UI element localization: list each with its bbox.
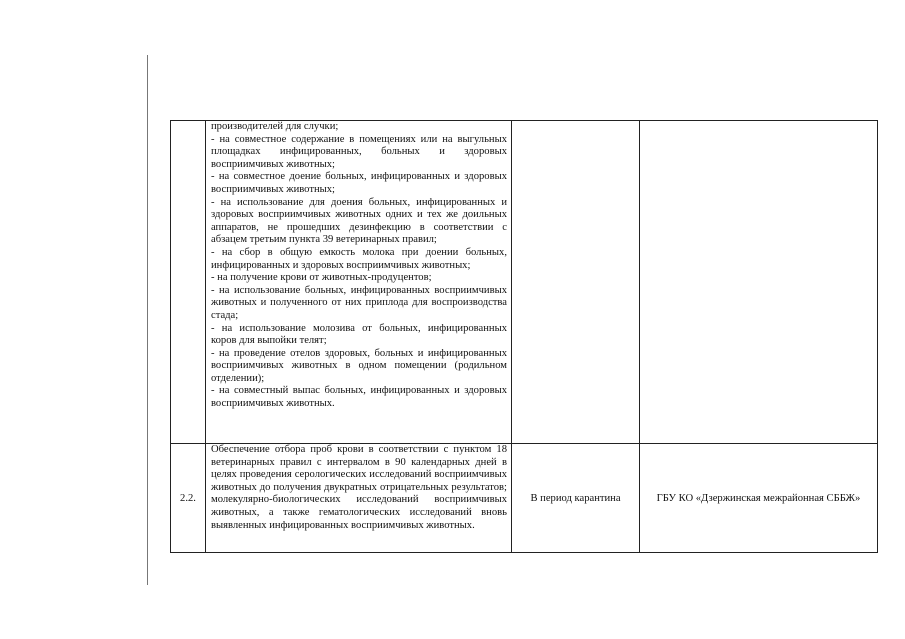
measure-line: - на сбор в общую емкость молока при доении больных, инфицированных и здоровых восприимчивых животных; <box>211 246 507 271</box>
row-number: 2.2. <box>180 492 196 504</box>
measure-line: - на совместное доение больных, инфицированных и здоровых восприимчивых животных; <box>211 171 507 195</box>
measures-table <box>170 120 878 553</box>
table-row <box>171 444 878 553</box>
measure-line: - на получение крови от животных-продуцентов; <box>211 272 432 284</box>
responsible-text: ГБУ КО «Дзержинская межрайонная СББЖ» <box>656 492 861 504</box>
measure-line: - на проведение отелов здоровых, больных и инфицированных восприимчивых животных в одном помещении (родильном отделении); <box>211 347 507 384</box>
measure-text-cell <box>206 444 512 553</box>
term-cell <box>512 444 640 553</box>
term-cell <box>512 121 640 444</box>
measure-line: - на использование больных, инфицированных восприимчивых животных и полученного от них приплода для воспроизводства стада; <box>211 284 507 321</box>
responsible-cell <box>640 444 878 553</box>
measure-line: - на совместное содержание в помещениях или на выгульных площадках инфицированных, больных и здоровых восприимчивых животных; <box>211 133 507 170</box>
row-number-cell <box>171 121 206 444</box>
measure-line: производителей для случки; <box>211 121 339 132</box>
measure-text-cell <box>206 121 512 444</box>
responsible-cell <box>640 121 878 444</box>
measure-text <box>206 121 511 411</box>
row-number-cell <box>171 444 206 553</box>
table-row <box>171 121 878 444</box>
measure-line: - на совместный выпас больных, инфицированных и здоровых восприимчивых животных. <box>211 385 507 410</box>
measure-text: Обеспечение отбора проб крови в соответствии с пунктом 18 ветеринарных правил с интервалом в 90 календарных дней в целях проведения серологических исследований восприимчивых животных до получения двукратных отрицательных результатов; молекулярно-биологических исследований восприимчивых животных, а также гематологических исследований вновь выявленных инфицированных восприимчивых животных. <box>211 444 507 531</box>
measure-line: - на использование для доения больных, инфицированных и здоровых восприимчивых животных одних и тех же доильных аппаратов, не прошедших дезинфекцию в соответствии с абзацем третьим пункта 39 ветеринарных правил; <box>211 196 507 246</box>
scan-margin-line <box>147 55 148 585</box>
term-text: В период карантина <box>530 492 621 504</box>
measure-line: - на использование молозива от больных, инфицированных коров для выпойки телят; <box>211 322 507 347</box>
